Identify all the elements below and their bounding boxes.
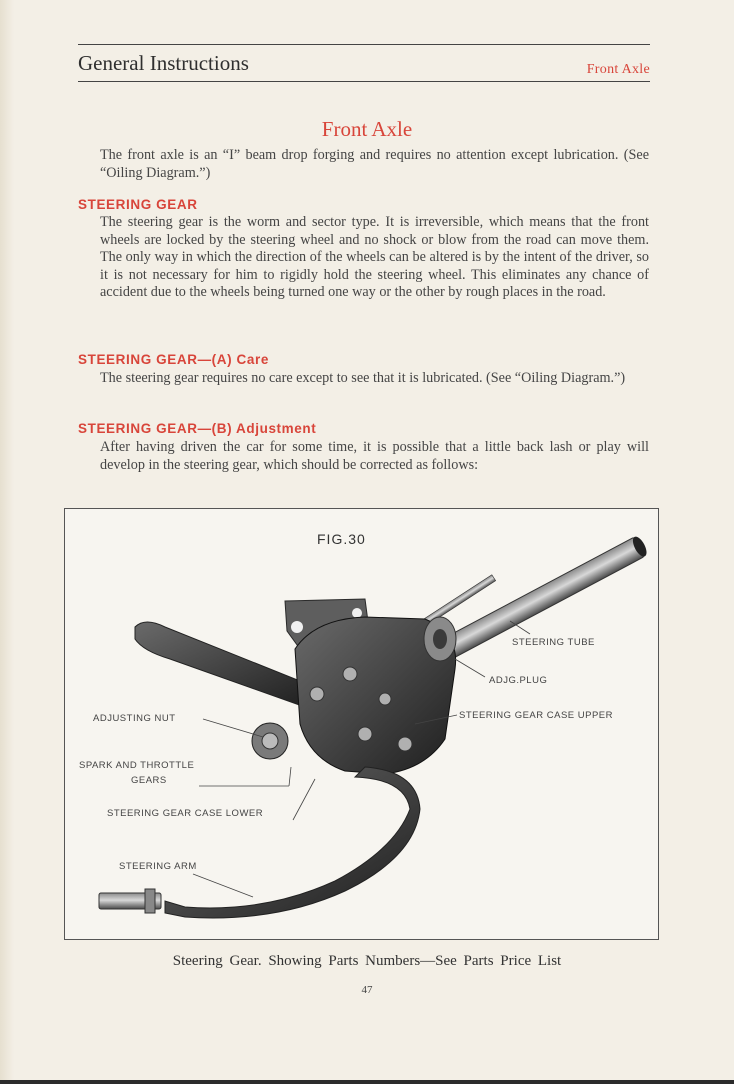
section-title-care: STEERING GEAR—(A) Care [78, 352, 269, 367]
part-label-case-lower: STEERING GEAR CASE LOWER [107, 808, 264, 819]
section-title-adjustment: STEERING GEAR—(B) Adjustment [78, 421, 317, 436]
part-label-adjusting-nut: ADJUSTING NUT [93, 713, 176, 724]
page-header [78, 44, 650, 82]
part-label-spark-throttle: SPARK AND THROTTLE [79, 760, 195, 771]
part-label-adjg-plug: ADJG.PLUG [489, 675, 548, 686]
page-heading: Front Axle [321, 117, 413, 141]
part-label-gears: GEARS [131, 775, 167, 786]
part-label-case-upper: STEERING GEAR CASE UPPER [459, 710, 614, 721]
header-title: General Instructions [78, 51, 249, 75]
intro-paragraph: The front axle is an “I” beam drop forging and requires no attention except lubrication. (See “Oiling Diagram.”) [100, 147, 649, 181]
figure-label: FIG.30 [317, 531, 366, 547]
section-text-adjustment: After having driven the car for some time, it is possible that a little back lash or play will develop in the steering gear, which should be corrected as follows: [100, 439, 649, 473]
steering-gear-illustration [65, 509, 658, 939]
section-title-steering-gear: STEERING GEAR [78, 197, 198, 212]
page-edge-shadow [0, 0, 14, 1084]
page-bottom-edge [0, 1080, 734, 1084]
section-text-care: The steering gear requires no care except to see that it is lubricated. (See “Oiling Diagram.”) [100, 370, 626, 386]
header-section: Front Axle [586, 62, 650, 77]
figure-steering-gear [64, 508, 659, 940]
page-number: 47 [361, 984, 373, 996]
part-label-steering-tube: STEERING TUBE [512, 637, 595, 648]
section-text-steering-gear: The steering gear is the worm and sector type. It is irreversible, which means that the front wheels are locked by the steering wheel and no shock or blow from the road can move them. The only way in which the direction of the wheels can be altered is by the intent of the driver, so it is not necessary for him to rigidly hold the steering wheel. This eliminates any chance of accident due to the wheels being turned one way or the other by rough places in the road. [100, 214, 649, 300]
part-label-steering-arm: STEERING ARM [119, 861, 197, 872]
figure-caption: Steering Gear. Showing Parts Numbers—See Parts Price List [172, 953, 562, 969]
